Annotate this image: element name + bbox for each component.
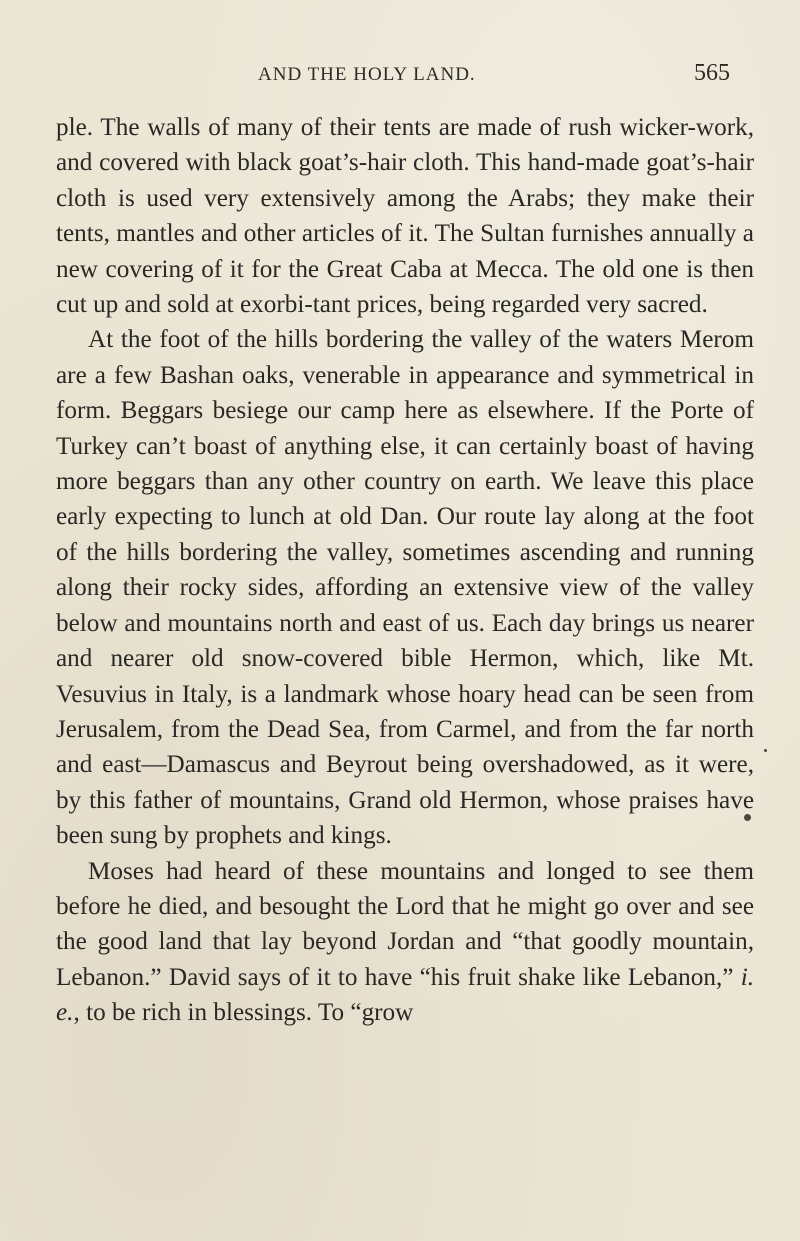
paragraph-2: At the foot of the hills bordering the valley of the waters Merom are a few Bashan oaks, venerable in appearance and symmetrical in form. Beggars besiege our camp here as elsewhere. If the Porte of Turkey can’t boast of anything else, it can certainly boast of having more beggars than any other country on earth. We leave this place early expecting to lunch at old Dan. Our route lay along at the foot of the hills bordering the valley, sometimes ascending and running along their rocky sides, affording an extensive view of the valley below and mountains north and east of us. Each day brings us nearer and nearer old snow-covered bible Hermon, which, like Mt. Vesuvius in Italy, is a landmark whose hoary head can be seen from Jerusalem, from the Dead Sea, from Carmel, and from the far north and east—Damascus and Beyrout being overshadowed, as it were, by this father of mountains, Grand old Hermon, whose praises have been sung by prophets and kings. bbox=[56, 326, 754, 850]
paragraph-3 bbox=[56, 854, 754, 1031]
paragraph-3-italic: i. e. bbox=[56, 963, 754, 1027]
margin-speck bbox=[764, 749, 767, 752]
body-text bbox=[56, 110, 754, 1031]
paragraph-3-text-end: , to be rich in blessings. To “grow bbox=[73, 999, 414, 1027]
running-head: AND THE HOLY LAND. bbox=[258, 64, 476, 85]
paragraph-3-text: Moses had heard of these mountains and longed to see them before he died, and besought the Lord that he might go over and see the good land that lay beyond Jordan and “that goodly mountain, Lebanon.” David says of it to have “his fruit shake like Lebanon,” bbox=[56, 857, 754, 991]
paragraph-1: ple. The walls of many of their tents are made of rush wicker-work, and covered with black goat’s-hair cloth. This hand-made goat’s-hair cloth is used very extensively among the Arabs; they make their tents, mantles and other articles of it. The Sultan furnishes annually a new covering of it for the Great Caba at Mecca. The old one is then cut up and sold at exorbi-tant prices, being regarded very sacred. bbox=[56, 114, 754, 319]
margin-speck bbox=[744, 814, 751, 821]
page-number: 565 bbox=[694, 60, 730, 86]
